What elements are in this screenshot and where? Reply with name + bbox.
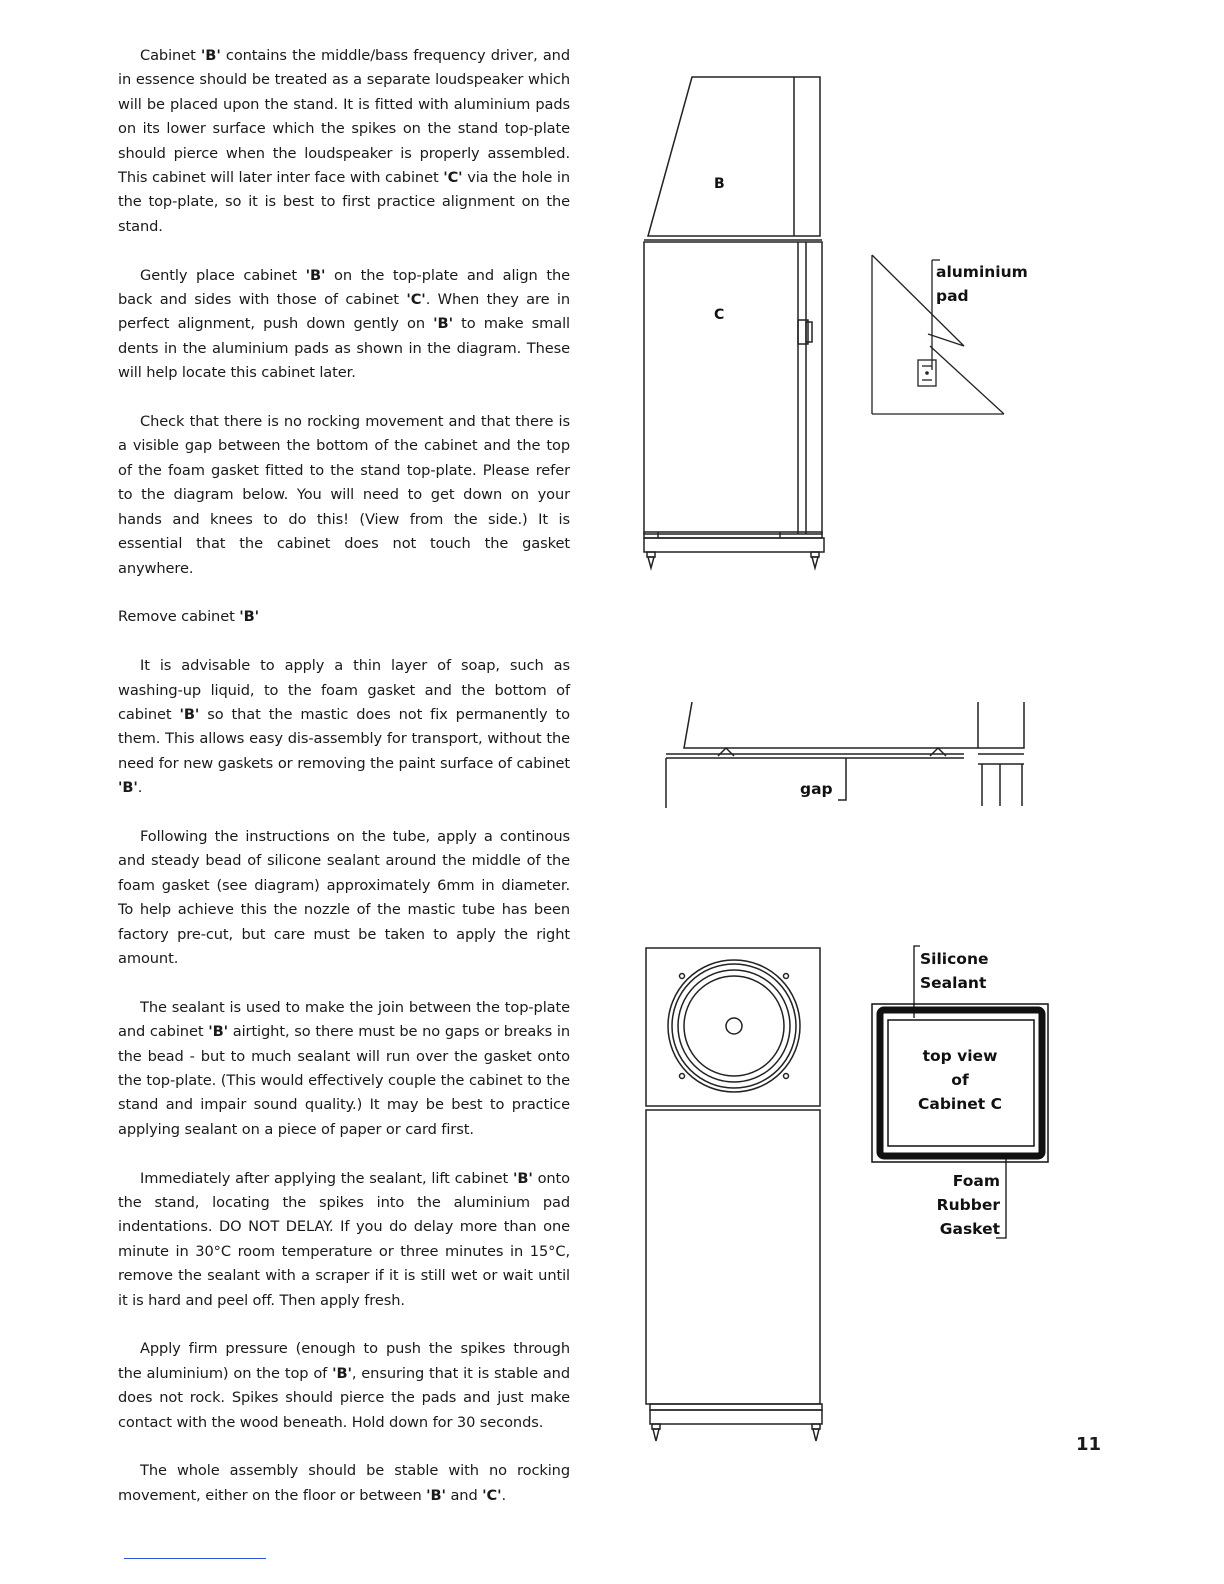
label-pad: pad — [936, 287, 969, 305]
aluminium-pad-detail — [866, 250, 1056, 420]
label-top-view: top view — [922, 1047, 998, 1065]
label-aluminium: aluminium — [936, 263, 1028, 281]
label-sealant: Sealant — [920, 974, 987, 992]
paragraph-apply-soap: It is advisable to apply a thin layer of soap, such as washing-up liquid, to the foam gasket and the bottom of cabinet 'B' so that the mastic does not fix permanently to them. This allows easy dis-assembly for transport, without the need for new gaskets or removing the paint surface of cabinet 'B'. — [118, 657, 570, 797]
paragraph-remove-cabinet: Remove cabinet 'B' — [118, 608, 260, 626]
label-foam: Foam — [952, 1172, 1000, 1190]
label-of: of — [951, 1071, 969, 1089]
label-cabinet-c-top: Cabinet C — [918, 1095, 1002, 1113]
page-number: 11 — [1076, 1434, 1102, 1455]
label-cabinet-b: B — [714, 176, 725, 192]
label-cabinet-c: C — [714, 307, 725, 323]
paragraph-stability: The whole assembly should be stable with no rocking movement, either on the floor or between 'B' and 'C'. — [118, 1462, 570, 1504]
label-gap: gap — [800, 780, 833, 798]
front-view-diagram — [640, 942, 830, 1442]
label-gasket: Gasket — [939, 1220, 1000, 1238]
paragraph-apply-pressure: Apply firm pressure (enough to push the spikes through the aluminium) on the top of 'B', ensuring that it is stable and does not rock. Spikes should pierce the pads and just make contact with the wood beneath. Hold down for 30 seconds. — [118, 1340, 570, 1431]
side-view-diagram — [630, 60, 840, 580]
paragraph-apply-sealant: Following the instructions on the tube, apply a continous and steady bead of silicone sealant around the middle of the foam gasket (see diagram) approximately 6mm in diameter. To help achieve this the nozzle of the mastic tube has been factory pre-cut, but care must be taken to apply the right amount. — [118, 827, 570, 967]
label-silicone: Silicone — [920, 950, 989, 968]
paragraph-check-gap: Check that there is no rocking movement and that there is a visible gap between the bottom of the cabinet and the top of the foam gasket fitted to the stand top-plate. Please refer to the diagram below. You will need to get down on your hands and knees to do this! (View from the side.) It is essential that the cabinet does not touch the gasket anywhere. — [118, 413, 570, 577]
paragraph-sealant-airtight: The sealant is used to make the join between the top-plate and cabinet 'B' airtight, so there must be no gaps or breaks in the bead - but to much sealant will run over the gasket onto the top-plate. (This would effectively couple the cabinet to the stand and impair sound quality.) It may be best to practice applying sealant on a piece of paper or card first. — [118, 998, 570, 1138]
paragraph-align-cabinet: Gently place cabinet 'B' on the top-plate and align the back and sides with those of cabinet 'C'. When they are in perfect alignment, push down gently on 'B' to make small dents in the aluminium pads as shown in the diagram. These will help locate this cabinet later. — [118, 266, 571, 382]
top-view-diagram — [860, 940, 1060, 1248]
footer-rule — [124, 1558, 266, 1559]
paragraph-lift-cabinet: Immediately after applying the sealant, lift cabinet 'B' onto the stand, locating the spikes into the aluminium pad indentations. DO NOT DELAY. If you do delay more than one minute in 30°C room temperature or three minutes in 15°C, remove the sealant with a scraper if it is still wet or wait until it is hard and peel off. Then apply fresh. — [118, 1169, 571, 1309]
paragraph-cabinet-b-intro: Cabinet 'B' contains the middle/bass frequency driver, and in essence should be treated as a separate loudspeaker which will be placed upon the stand. It is fitted with aluminium pads on its lower surface which the spikes on the stand top-plate should pierce when the loudspeaker is properly assembled. This cabinet will later inter face with cabinet 'C' via the hole in the top-plate, so it is best to first practice alignment on the stand. — [118, 47, 570, 235]
gap-diagram — [660, 696, 1030, 808]
label-rubber: Rubber — [936, 1196, 1000, 1214]
instructions-column — [118, 44, 570, 1533]
